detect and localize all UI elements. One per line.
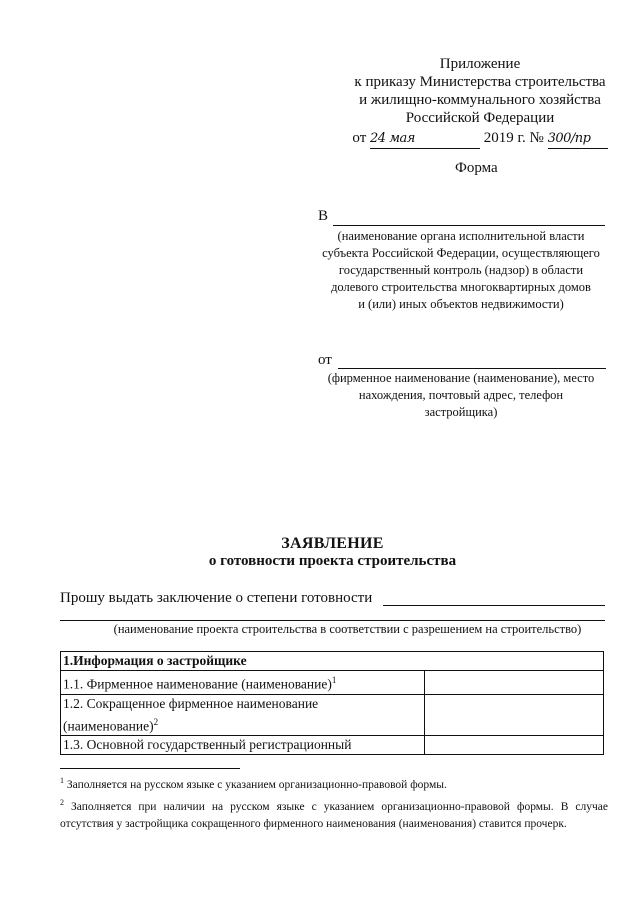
date-prefix: от xyxy=(352,130,367,146)
appendix-line: и жилищно-коммунального хозяйства xyxy=(359,92,601,108)
row-label-cell xyxy=(61,736,425,755)
from-fill-line xyxy=(338,368,606,369)
caption-line: субъекта Российской Федерации, осуществляющего xyxy=(322,246,600,260)
footnote-2 xyxy=(60,794,608,833)
to-caption xyxy=(310,228,612,313)
from-caption xyxy=(310,370,612,421)
caption-line: (наименование органа исполнительной власти xyxy=(337,229,585,243)
order-date-line xyxy=(340,129,620,149)
footnotes xyxy=(60,772,608,833)
footnote-mark: 2 xyxy=(60,797,64,807)
appendix-header xyxy=(340,55,620,149)
caption-line: застройщика) xyxy=(424,405,498,419)
row-label-cont: (наименование) xyxy=(63,718,154,733)
section-header-label: 1.Информация о застройщике xyxy=(63,653,247,668)
row-label: 1.3. Основной государственный регистрационный xyxy=(63,737,352,752)
request-caption: (наименование проекта строительства в соответствии с разрешением на строительство) xyxy=(113,622,582,636)
request-fill-line xyxy=(383,605,605,606)
form-label: Форма xyxy=(455,160,498,176)
table-row xyxy=(61,694,604,736)
table-section-header xyxy=(61,652,604,671)
section-header-cell xyxy=(61,652,604,671)
document-title: ЗАЯВЛЕНИЕ xyxy=(281,535,384,552)
footnote-text: Заполняется при наличии на русском языке с указанием организационно-правовой формы. В случае отсутствия у застройщика сокращенного фирменного наименования (наименования) ставится прочерк. xyxy=(60,800,608,830)
from-prefix: от xyxy=(318,352,332,368)
appendix-line: Российской Федерации xyxy=(405,110,555,126)
appendix-line: к приказу Министерства строительства xyxy=(354,74,606,90)
footnote-ref: 1 xyxy=(331,675,337,685)
caption-line: и (или) иных объектов недвижимости) xyxy=(358,297,564,311)
footnote-ref: 2 xyxy=(153,716,159,727)
footnote-separator xyxy=(60,768,240,769)
row-label: 1.2. Сокращенное фирменное наименование xyxy=(63,695,319,711)
to-prefix: В xyxy=(318,208,329,224)
footnote-mark: 1 xyxy=(60,776,64,785)
order-number: 300/пр xyxy=(548,130,608,149)
row-label: 1.1. Фирменное наименование (наименование) xyxy=(63,676,332,692)
caption-line: нахождения, почтовый адрес, телефон xyxy=(358,388,564,402)
row-label-cell xyxy=(61,671,425,695)
request-text: Прошу выдать заключение о степени готовности xyxy=(60,590,373,606)
table-row xyxy=(61,736,604,755)
caption-line: (фирменное наименование (наименование), место xyxy=(327,371,595,385)
row-value-cell[interactable] xyxy=(425,694,604,736)
to-fill-line xyxy=(333,225,605,226)
table-row xyxy=(61,671,604,695)
caption-line: долевого строительства многоквартирных домов xyxy=(331,280,591,294)
appendix-title: Приложение xyxy=(439,56,521,72)
row-value-cell[interactable] xyxy=(425,671,604,695)
row-value-cell[interactable] xyxy=(425,736,604,755)
developer-info-table xyxy=(60,651,604,755)
footnote-text: Заполняется на русском языке с указанием организационно-правовой формы. xyxy=(66,778,447,791)
caption-line: государственный контроль (надзор) в области xyxy=(338,263,584,277)
footnote-1 xyxy=(60,772,608,794)
order-date: 24 мая xyxy=(370,130,480,149)
document-subtitle: о готовности проекта строительства xyxy=(208,553,457,569)
order-year: 2019 г. № xyxy=(483,130,544,146)
row-label-cell xyxy=(61,694,425,736)
